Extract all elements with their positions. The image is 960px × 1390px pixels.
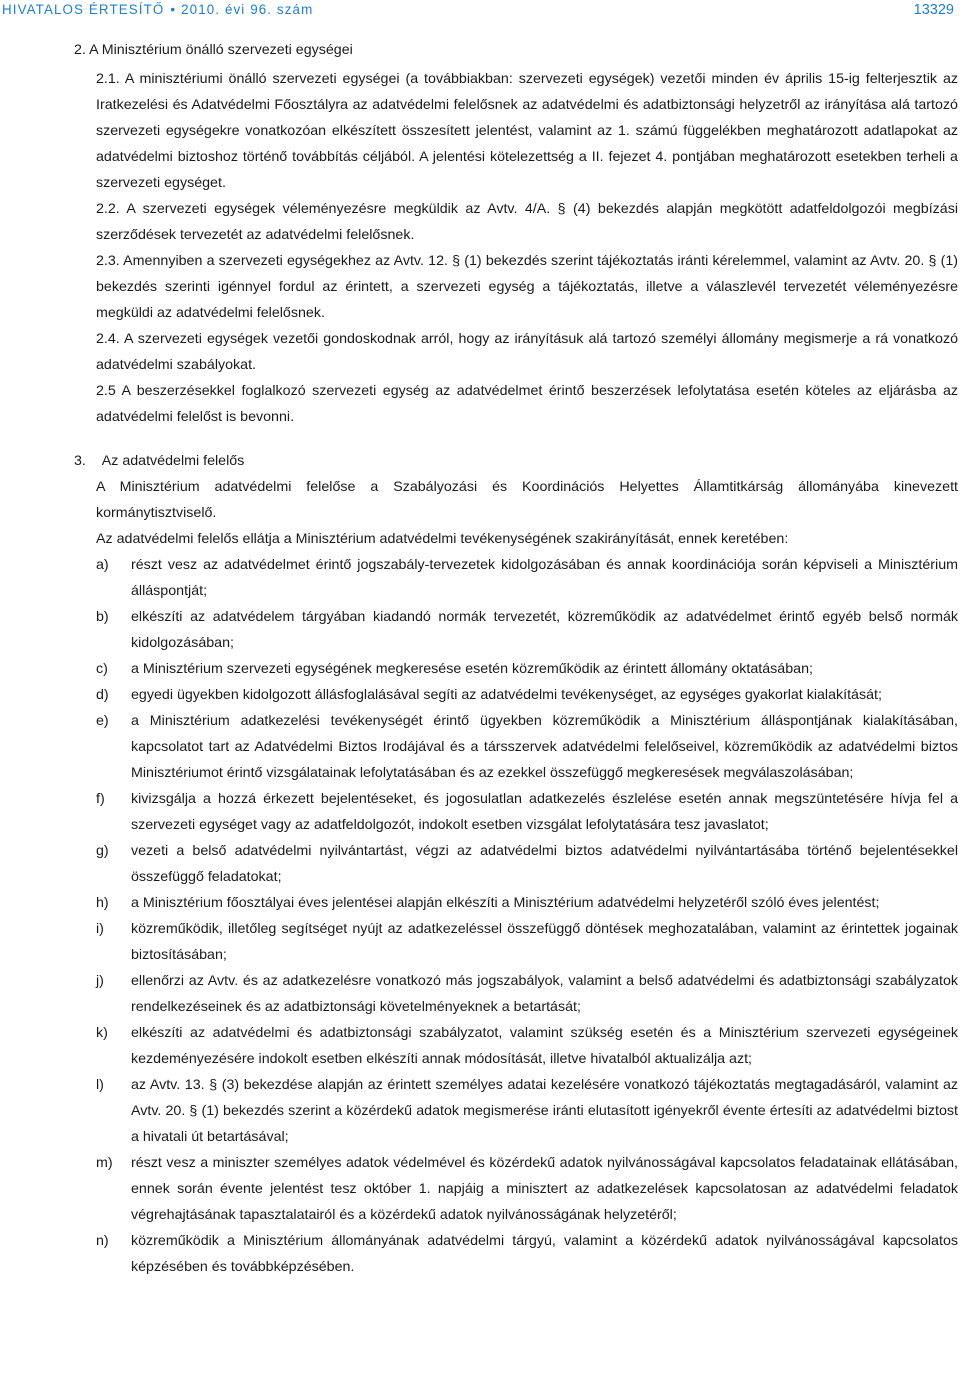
list-item-label: m): [96, 1155, 113, 1171]
list-item-text: közreműködik a Minisztérium állományának adatvédelmi tárgyú, valamint a közérdekű adatok nyilvánosságával kapcsolatos képzésében és továbbképzésében.: [131, 1233, 958, 1275]
list-item-text: vezeti a belső adatvédelmi nyilvántartást, végzi az adatvédelmi biztos adatvédelmi nyilvántartásába történő bejelentésekkel összefüggő feladatokat;: [131, 843, 958, 885]
section-3-title: Az adatvédelmi felelős: [101, 453, 245, 469]
list-item-a: [0, 552, 960, 604]
list-item-g: [0, 838, 960, 890]
list-item-label: d): [96, 687, 109, 703]
list-item-text: elkészíti az adatvédelmi és adatbiztonsági szabályzatot, valamint szükség esetén és a Minisztérium szervezeti egységeinek kezdeményezésére indokolt esetben elkészíti annak módosítását, illetve hivatalból aktualizálja azt;: [131, 1025, 958, 1067]
list-item-text: ellenőrzi az Avtv. és az adatkezelésre vonatkozó más jogszabályok, valamint a belső adatvédelmi és adatbiztonsági szabályzatok rendelkezéseinek és az adatbiztonsági követelményeknek a betartását;: [131, 973, 958, 1015]
issue-label: 2010. évi 96. szám: [181, 2, 314, 17]
list-item-label: n): [96, 1233, 109, 1249]
list-item-label: h): [96, 895, 109, 911]
list-item-c: [0, 656, 960, 682]
list-item-label: b): [96, 609, 109, 625]
list-item-text: közreműködik, illetőleg segítséget nyújt az adatkezeléssel összefüggő döntések meghozatalában, valamint az érintettek jogainak biztosításában;: [131, 921, 958, 963]
paragraph-2-2: 2.2. A szervezeti egységek véleményezésre megküldik az Avtv. 4/A. § (4) bekezdés alapján megkötött adatfeldolgozói megbízási szerződések tervezetét az adatvédelmi felelősnek.: [96, 201, 958, 243]
list-item-d: [0, 682, 960, 708]
section-3-heading: [0, 448, 960, 474]
list-item-text: elkészíti az adatvédelem tárgyában kiadandó normák tervezetét, közreműködik az adatvédelmet érintő egyéb belső normák kidolgozásában;: [131, 609, 958, 651]
list-item-e: [0, 708, 960, 786]
list-item-text: részt vesz a miniszter személyes adatok védelmével és közérdekű adatok nyilvánosságával kapcsolatos feladatainak ellátásában, ennek során évente jelentést tesz október 1. napjáig a minisztert az adatkezelések kapcsolatosan az adatvédelmi feladatok végrehajtásának tapasztalatairól és a közérdekű adatok nyilvánosságának helyzetéről;: [131, 1155, 958, 1223]
page-header: [0, 0, 960, 20]
list-item-text: egyedi ügyekben kidolgozott állásfoglalásával segíti az adatvédelmi tevékenységet, az egységes gyakorlat kialakítását;: [131, 687, 882, 703]
paragraph-2-5: 2.5 A beszerzésekkel foglalkozó szervezeti egység az adatvédelmet érintő beszerzések lefolytatása esetén köteles az eljárásba az adatvédelmi felelőst is bevonni.: [96, 383, 958, 425]
list-item-text: a Minisztérium szervezeti egységének megkeresése esetén közreműködik az érintett állomány oktatásában;: [131, 661, 813, 677]
list-item-l: [0, 1072, 960, 1150]
paragraph-2-3: 2.3. Amennyiben a szervezeti egységekhez az Avtv. 12. § (1) bekezdés szerint tájékoztatás iránti kérelemmel, valamint az Avtv. 20. § (1) bekezdés szerinti igénnyel fordul az érintett, a szervezeti egység a tájékoztatás, illetve a válaszlevél tervezetét véleményezésre megküldi az adatvédelmi felelősnek.: [96, 253, 958, 321]
list-item-i: [0, 916, 960, 968]
list-item-text: részt vesz az adatvédelmet érintő jogszabály-tervezetek kidolgozásában és annak koordinációja során képviseli a Minisztérium álláspontját;: [131, 557, 958, 599]
list-item-j: [0, 968, 960, 1020]
section-3-intro-2: Az adatvédelmi felelős ellátja a Minisztérium adatvédelmi tevékenységének szakirányítását, ennek keretében:: [96, 531, 789, 547]
section-2-number: 2.: [74, 42, 86, 58]
list-item-f: [0, 786, 960, 838]
list-item-h: [0, 890, 960, 916]
list-item-label: f): [96, 791, 105, 807]
list-item-label: c): [96, 661, 108, 677]
section-3-number: 3.: [74, 453, 86, 469]
list-item-m: [0, 1150, 960, 1228]
running-head: [2, 2, 313, 17]
list-item-k: [0, 1020, 960, 1072]
section-2-title: A Minisztérium önálló szervezeti egységei: [89, 42, 353, 58]
list-item-text: az Avtv. 13. § (3) bekezdése alapján az érintett személyes adatai kezelésére vonatkozó tájékoztatás megtagadásáról, valamint az Avtv. 20. § (1) bekezdés szerint a közérdekű adatok megismerése iránti elutasított igényekről évente értesíti az adatvédelmi biztost a hivatali út betartásával;: [131, 1077, 958, 1145]
section-3-intro-1: A Minisztérium adatvédelmi felelőse a Szabályozási és Koordinációs Helyettes Államtitkárság állományába kinevezett kormánytisztviselő.: [96, 479, 958, 521]
list-item-label: j): [96, 973, 104, 989]
bullet-separator: •: [170, 2, 176, 17]
section-2-heading: [0, 37, 960, 63]
list-item-text: a Minisztérium adatkezelési tevékenységét érintő ügyekben közreműködik a Minisztérium álláspontjának kialakításában, kapcsolatot tart az Adatvédelmi Biztos Irodájával és a társszervek adatvédelmi felelőseivel, közreműködik az adatvédelmi biztos Minisztériumot érintő vizsgálatainak lefolytatásában és az ezekkel összefüggő megkeresések megválaszolásában;: [131, 713, 958, 781]
spacer: [0, 430, 960, 448]
list-item-n: [0, 1228, 960, 1280]
list-item-label: g): [96, 843, 109, 859]
journal-title: HIVATALOS ÉRTESÍTŐ: [2, 2, 165, 17]
document-body: [0, 37, 960, 1280]
paragraph-2-1: 2.1. A minisztériumi önálló szervezeti egységei (a továbbiakban: szervezeti egységek) vezetői minden év április 15-ig felterjesztik az Iratkezelési és Adatvédelmi Főosztályra az adatvédelmi felelősnek az adatvédelmi és adatbiztonsági helyzetről az irányítása alá tartozó szervezeti egységekre vonatkozóan elkészített összesített jelentést, valamint az 1. számú függelékben meghatározott adatlapokat az adatvédelmi biztoshoz történő továbbítás céljából. A jelentési kötelezettség a II. fejezet 4. pontjában meghatározott esetekben terheli a szervezeti egységet.: [96, 71, 958, 191]
list-item-label: l): [96, 1077, 104, 1093]
list-item-text: a Minisztérium főosztályai éves jelentései alapján elkészíti a Minisztérium adatvédelmi helyzetéről szóló éves jelentést;: [131, 895, 880, 911]
paragraph-2-4: 2.4. A szervezeti egységek vezetői gondoskodnak arról, hogy az irányításuk alá tartozó személyi állomány megismerje a rá vonatkozó adatvédelmi szabályokat.: [96, 331, 958, 373]
list-item-b: [0, 604, 960, 656]
list-item-label: a): [96, 557, 109, 573]
list-item-label: e): [96, 713, 109, 729]
page-number: 13329: [913, 2, 954, 18]
list-item-label: i): [96, 921, 104, 937]
list-item-text: kivizsgálja a hozzá érkezett bejelentéseket, és jogosulatlan adatkezelés észlelése esetén annak megszüntetésére hívja fel a szervezeti egységet vagy az adatfeldolgozót, indokolt esetben vizsgálat lefolytatására tesz javaslatot;: [131, 791, 958, 833]
list-item-label: k): [96, 1025, 108, 1041]
